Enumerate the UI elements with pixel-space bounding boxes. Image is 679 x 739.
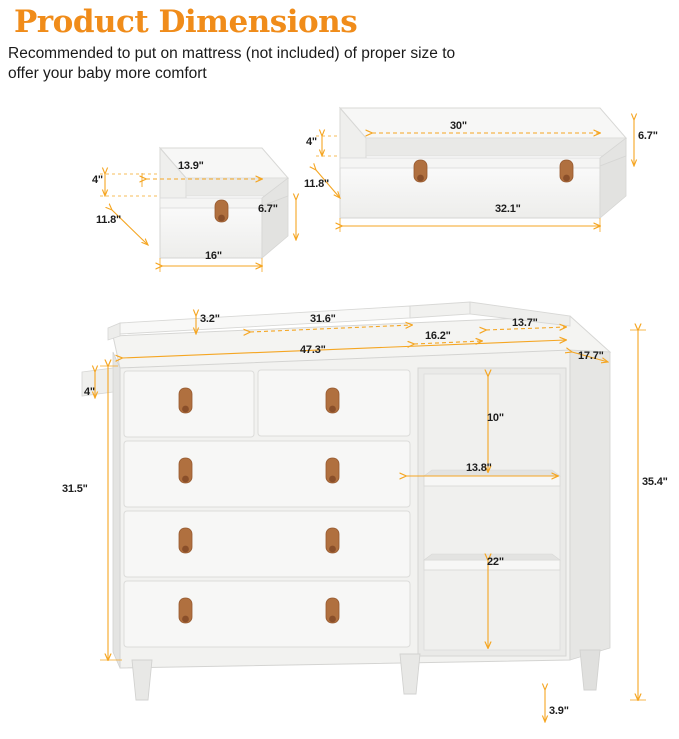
dim-guard-height: 4" — [84, 386, 95, 398]
dim-small-drawer-side-height: 4" — [92, 174, 103, 186]
dim-right-top-width: 13.7" — [512, 317, 538, 329]
dim-large-drawer-front-width: 30" — [450, 120, 467, 132]
dim-topper-width: 31.6" — [310, 313, 336, 325]
dim-shelf-top-opening: 10" — [487, 412, 504, 424]
dim-body-height: 31.5" — [62, 483, 88, 495]
dresser-illustration — [82, 302, 610, 700]
dim-large-drawer-outer-height: 6.7" — [638, 130, 658, 142]
dim-shelf-width: 13.8" — [466, 462, 492, 474]
dim-small-drawer-depth: 11.8" — [96, 214, 122, 226]
dim-total-depth: 17.7" — [578, 350, 604, 362]
dim-topper-height: 3.2" — [200, 313, 220, 325]
dim-small-drawer-front-width: 13.9" — [178, 160, 204, 172]
dim-small-drawer-outer-width: 16" — [205, 250, 222, 262]
dim-large-drawer-outer-width: 32.1" — [495, 203, 521, 215]
dim-small-drawer-outer-height: 6.7" — [258, 203, 278, 215]
page-title: Product Dimensions — [14, 4, 358, 40]
dim-total-height: 35.4" — [642, 476, 668, 488]
large-drawer-illustration — [340, 108, 626, 218]
dim-leg-height: 3.9" — [549, 705, 569, 717]
dim-total-width: 47.3" — [300, 344, 326, 356]
dim-large-drawer-side-height: 4" — [306, 136, 317, 148]
dim-topper-inner-width: 16.2" — [425, 330, 451, 342]
dim-shelf-lower-opening: 22" — [487, 556, 504, 568]
page-subtitle: Recommended to put on mattress (not included) of proper size to offer your baby more comfort — [8, 45, 456, 82]
dim-large-drawer-depth: 11.8" — [304, 178, 330, 190]
